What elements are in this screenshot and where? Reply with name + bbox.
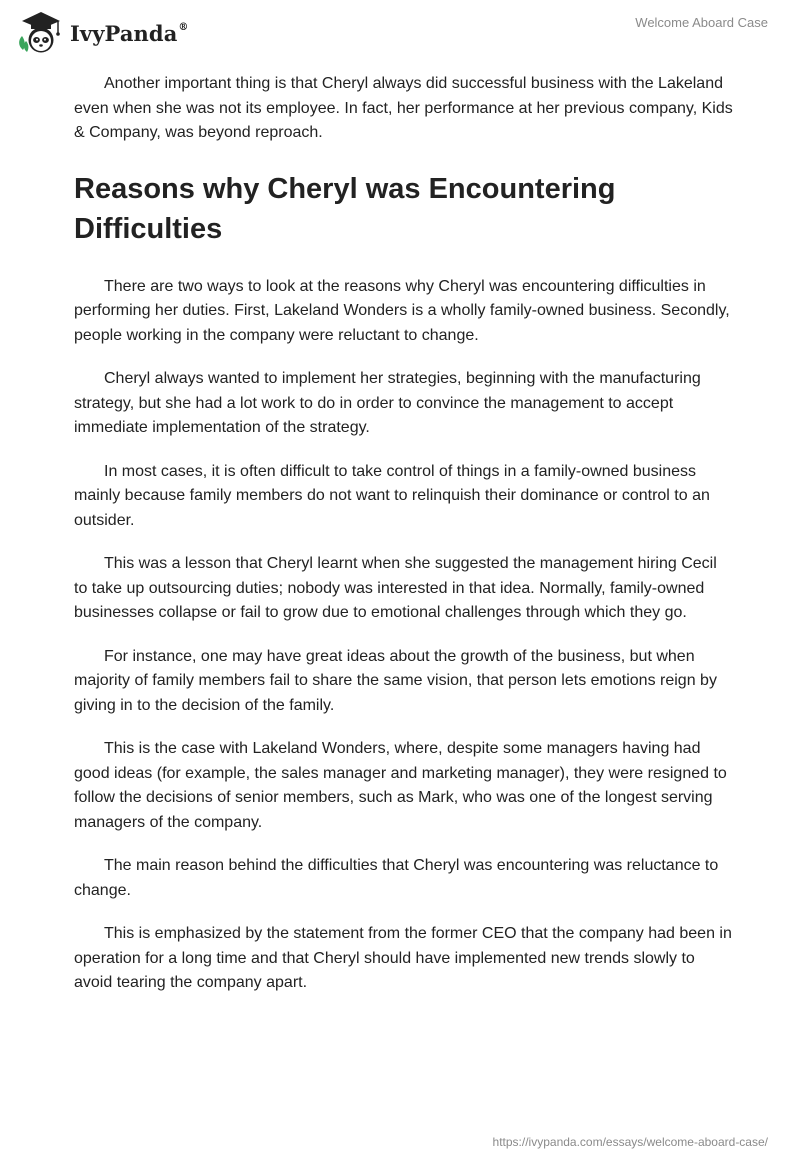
body-paragraph: For instance, one may have great ideas about the growth of the business, but when majority of family members fail to share the same vision, that person lets emotions reign by giving in to the decision of the family. — [74, 647, 717, 714]
logo-text: IvyPanda — [70, 20, 178, 46]
ivypanda-logo[interactable] — [14, 8, 189, 54]
body-paragraph: This was a lesson that Cheryl learnt when she suggested the management hiring Cecil to take up outsourcing duties; nobody was interested in that idea. Normally, family-owned businesses collapse or fail to grow due to emotional challenges through which they go. — [74, 555, 717, 621]
body-paragraph: There are two ways to look at the reasons why Cheryl was encountering difficulties in performing her duties. First, Lakeland Wonders is a wholly family-owned business. Secondly, people working in the company were reluctant to change. — [74, 277, 730, 344]
intro-paragraph: Another important thing is that Cheryl always did successful business with the Lakeland even when she was not its employee. In fact, her performance at her previous company, Kids & Company, was beyond reproach. — [74, 75, 733, 141]
page-header — [0, 0, 800, 60]
footer-url-link[interactable]: https://ivypanda.com/essays/welcome-aboard-case/ — [492, 1135, 768, 1149]
section-heading: Reasons why Cheryl was Encountering Difficulties — [74, 172, 616, 245]
body-paragraph: In most cases, it is often difficult to take control of things in a family-owned business mainly because family members do not want to relinquish their dominance or control to an outsider. — [74, 462, 710, 529]
essay-content — [74, 72, 734, 1015]
body-paragraph: This is the case with Lakeland Wonders, where, despite some managers having had good ideas (for example, the sales manager and marketing manager), they were resigned to follow the decisions of senior members, such as Mark, who was one of the longest serving managers of the company. — [74, 740, 727, 831]
panda-graduate-icon — [14, 8, 66, 54]
body-paragraph: This is emphasized by the statement from the former CEO that the company had been in operation for a long time and that Cheryl should have implemented new trends slowly to avoid tearing the company apart. — [74, 925, 732, 991]
document-title: Welcome Aboard Case — [635, 15, 768, 30]
body-paragraph: Cheryl always wanted to implement her strategies, beginning with the manufacturing strategy, but she had a lot work to do in order to convince the management to accept immediate implementation of the strategy. — [74, 370, 701, 436]
body-paragraph: The main reason behind the difficulties that Cheryl was encountering was reluctance to change. — [74, 857, 719, 899]
registered-mark: ® — [178, 21, 189, 33]
logo-wordmark — [70, 21, 189, 46]
